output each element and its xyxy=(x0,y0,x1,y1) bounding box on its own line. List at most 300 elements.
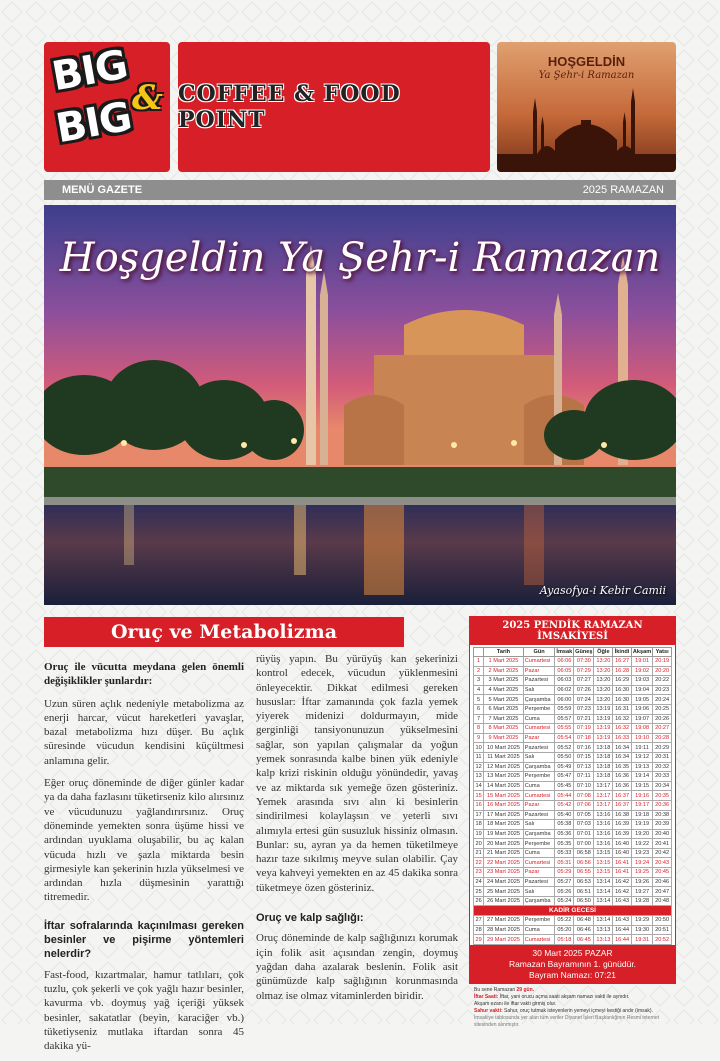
gazette-label: MENÜ GAZETE xyxy=(62,184,143,196)
table-cell: Cumartesi xyxy=(523,724,555,734)
table-cell: 16:41 xyxy=(613,868,632,878)
table-cell: 19:01 xyxy=(631,657,652,667)
table-cell: 19:10 xyxy=(631,733,652,743)
table-cell: 06:45 xyxy=(574,935,594,945)
table-cell: 19:20 xyxy=(631,829,652,839)
table-cell: Salı xyxy=(523,887,555,897)
table-row xyxy=(474,752,672,762)
table-cell: 05:55 xyxy=(555,724,574,734)
table-cell: 16:35 xyxy=(613,762,632,772)
table-cell: 7 xyxy=(474,714,484,724)
table-cell: Cuma xyxy=(523,848,555,858)
table-cell: 29 xyxy=(475,936,482,943)
article-paragraph: rüyüş yapın. Bu yürüyüş kan şekerinizi kontrol edecek, vücudun yüklenmesini önleyecektir. Dikkat edilmesi gereken hususlar: İftar zamanında çok fazla yemek yiyerek midenizi doldurmayın, mide gerginliği tansiyonunuzun yükselmesini sağlar, son yapılan çalışmalar da yoğun yemek sonrasında kalbe binen yük edeniyle kalp krizi riskinin olduğu yönündedir, yavaş ve az miktarda sık yemeğe özen gösteriniz. Yemek arasında sıvı alın ki besinlerin sindirilmesi kolaylaşsın ve yeterli sıvı alımıyla ertesi gün susuzluk hissiniz olmasın. Bunlar: su, ayran ya da hemen tüketilmeye hazır taze sıkılmış meyve sulan olabilir. Çay veya kahveyi yemekten en az 45 dakika sonra tüketmeye özen gösteriniz. xyxy=(256,653,458,894)
table-header-cell: Güneş xyxy=(575,649,593,655)
welcome-title: HOŞGELDİN xyxy=(547,54,626,69)
table-cell: 19:12 xyxy=(631,752,652,762)
table-cell: 06:58 xyxy=(574,848,594,858)
table-cell: 28 Mart 2025 xyxy=(484,925,524,935)
imsakiye-panel xyxy=(469,616,676,1028)
table-cell: 19:17 xyxy=(631,800,652,810)
table-cell: 16:27 xyxy=(613,657,632,667)
table-cell: 13:20 xyxy=(594,666,613,676)
table-cell: 16:36 xyxy=(613,781,632,791)
table-cell: 16 xyxy=(475,802,482,809)
table-row xyxy=(474,858,672,868)
note-text: İmsakiye tablosunda yer alan tüm veriler Diyanet İşleri Başkanlığının Resmi internet sitesinden alınmıştır. xyxy=(474,1014,660,1028)
note-text: Akşam ezanı ile iftar vakti girmiş olur. xyxy=(474,1000,557,1007)
table-cell: 13:18 xyxy=(594,762,613,772)
table-cell: 06:00 xyxy=(555,695,574,705)
table-cell: 19:16 xyxy=(631,791,652,801)
table-cell: 16:43 xyxy=(613,896,632,906)
table-cell: 2 xyxy=(474,666,484,676)
table-cell: 20:34 xyxy=(653,781,672,791)
table-cell: Pazartesi xyxy=(523,877,555,887)
table-cell: 07:01 xyxy=(574,829,594,839)
table-cell: 13:15 xyxy=(594,868,613,878)
table-cell: 07:15 xyxy=(574,752,594,762)
article-title: Oruç ve Metabolizma xyxy=(44,617,404,647)
table-cell: 13:18 xyxy=(594,772,613,782)
table-cell: 20:52 xyxy=(653,935,672,945)
table-row xyxy=(474,772,672,782)
note-text: Sahur, oruç tutmak isteyenlerin yemeyi içmeyi kestiği andır (imsak). xyxy=(504,1007,653,1014)
table-cell: 13:15 xyxy=(594,848,613,858)
table-cell: 15 xyxy=(475,792,482,799)
table-cell: Çarşamba xyxy=(523,896,555,906)
table-cell: Çarşamba xyxy=(523,762,555,772)
table-header-cell xyxy=(474,648,484,657)
table-cell: 05:26 xyxy=(555,887,574,897)
table-cell: 16:41 xyxy=(613,858,632,868)
table-cell: 05:38 xyxy=(555,820,574,830)
table-header-cell: İkindi xyxy=(613,648,632,657)
table-cell: 20:23 xyxy=(653,685,672,695)
table-cell: 05:27 xyxy=(555,877,574,887)
table-cell: 12 Mart 2025 xyxy=(484,762,524,772)
table-cell: 19:28 xyxy=(631,896,652,906)
table-cell: 27 Mart 2025 xyxy=(484,916,524,926)
table-cell: 20:48 xyxy=(653,896,672,906)
table-cell: 06:46 xyxy=(574,925,594,935)
table-cell: 8 Mart 2025 xyxy=(484,724,524,734)
table-cell: 26 xyxy=(475,898,482,905)
table-cell: 13:19 xyxy=(594,733,613,743)
table-cell: 9 Mart 2025 xyxy=(484,733,524,743)
table-cell: 16:43 xyxy=(613,916,632,926)
table-cell: 19:07 xyxy=(631,714,652,724)
table-row xyxy=(474,781,672,791)
table-cell: 13:16 xyxy=(594,820,613,830)
table-cell: 20:28 xyxy=(653,733,672,743)
table-cell: 06:48 xyxy=(574,916,594,926)
table-row xyxy=(474,935,672,945)
table-cell: 14 Mart 2025 xyxy=(484,781,524,791)
table-cell: 20:39 xyxy=(653,820,672,830)
table-cell: Çarşamba xyxy=(523,695,555,705)
table-cell: 11 Mart 2025 xyxy=(484,752,524,762)
table-cell: 20:47 xyxy=(653,887,672,897)
table-row xyxy=(474,848,672,858)
table-cell: 20 Mart 2025 xyxy=(484,839,524,849)
table-cell: 20:19 xyxy=(653,657,672,667)
table-cell: 20:51 xyxy=(653,925,672,935)
table-cell: 5 xyxy=(474,695,484,705)
table-cell: Cumartesi xyxy=(523,935,555,945)
table-cell: 06:50 xyxy=(574,896,594,906)
table-cell: 27 xyxy=(475,917,482,924)
table-cell: 13:17 xyxy=(594,781,613,791)
table-cell: 19:06 xyxy=(631,704,652,714)
table-cell: 07:10 xyxy=(574,781,594,791)
table-cell: 19 Mart 2025 xyxy=(484,829,524,839)
article-column-1 xyxy=(44,660,244,1061)
table-cell: 16:38 xyxy=(613,810,632,820)
tagline-text: COFFEE & FOOD POINT xyxy=(178,81,401,133)
table-cell: 05:59 xyxy=(555,704,574,714)
table-cell: Perşembe xyxy=(523,772,555,782)
table-cell: 19 xyxy=(475,830,482,837)
table-cell: 07:06 xyxy=(574,800,594,810)
table-cell: 06:56 xyxy=(574,858,594,868)
table-cell: 19:03 xyxy=(631,676,652,686)
table-cell: Cuma xyxy=(523,781,555,791)
table-cell: 20 xyxy=(475,840,482,847)
table-cell: 26 Mart 2025 xyxy=(484,896,524,906)
table-cell: 11 xyxy=(474,752,484,762)
table-cell: 6 Mart 2025 xyxy=(484,704,524,714)
table-cell: 05:45 xyxy=(555,781,574,791)
table-cell: 1 xyxy=(474,657,484,667)
table-cell: 07:13 xyxy=(574,762,594,772)
table-cell: 16:30 xyxy=(613,695,632,705)
table-cell: 20:41 xyxy=(653,839,672,849)
table-cell: 06:03 xyxy=(555,676,574,686)
table-row xyxy=(474,733,672,743)
table-cell: 2 Mart 2025 xyxy=(484,666,524,676)
table-cell: 07:26 xyxy=(574,685,594,695)
table-cell: 20:50 xyxy=(653,916,672,926)
table-cell: 18 Mart 2025 xyxy=(484,820,524,830)
table-cell: 13:16 xyxy=(594,839,613,849)
table-cell: 05:18 xyxy=(555,935,574,945)
table-cell: Pazartesi xyxy=(523,676,555,686)
welcome-subtitle: Ya Şehr-i Ramazan xyxy=(538,70,635,81)
table-cell: 22 Mart 2025 xyxy=(484,858,524,868)
table-cell: 21 Mart 2025 xyxy=(484,848,524,858)
table-row xyxy=(474,877,672,887)
table-cell: Cuma xyxy=(523,714,555,724)
article-paragraph: Fast-food, kızartmalar, hamur tatlıları, çok tuzlu, çok şekerli ve çok yağlı hazır besinler, kavurma vb. doymuş yağ içeriği yüksek besinler, sakatatlar (beyin, karaciğer vb.) tüketiyseniz mutlaka iftardan sonra 45 dakika yü- xyxy=(44,968,244,1053)
table-cell: 05:52 xyxy=(555,743,574,753)
table-cell: 05:24 xyxy=(555,896,574,906)
table-cell: 13:14 xyxy=(594,877,613,887)
table-cell: 05:40 xyxy=(555,810,574,820)
table-cell: 13:18 xyxy=(594,743,613,753)
gazette-bar xyxy=(44,180,676,200)
table-header-cell: Öğle xyxy=(594,648,613,657)
table-cell: 19:19 xyxy=(631,820,652,830)
table-cell: Salı xyxy=(523,752,555,762)
logo-ampersand: & xyxy=(132,78,163,118)
table-cell: 16:31 xyxy=(613,704,632,714)
table-cell: 8 xyxy=(474,724,484,734)
table-row xyxy=(474,714,672,724)
table-cell: 3 xyxy=(474,676,484,686)
table-cell: 16:30 xyxy=(613,685,632,695)
table-cell: 16:29 xyxy=(613,676,632,686)
table-cell: 16:37 xyxy=(613,791,632,801)
imsakiye-table xyxy=(473,647,672,945)
table-cell: 13 Mart 2025 xyxy=(484,772,524,782)
table-cell: 4 xyxy=(474,685,484,695)
table-cell: 20:31 xyxy=(653,752,672,762)
table-cell: 05:36 xyxy=(555,829,574,839)
table-row xyxy=(474,887,672,897)
brand-logo xyxy=(44,42,170,172)
table-cell: 19:22 xyxy=(631,839,652,849)
article-paragraph: Oruç döneminde de kalp sağlığınızı korumak için folik asit açısından zengin, doymuş yağdan daha azalarak beslenin. Folik asit günümüzde kalp sağlığının korunmasında olmaz ise olmaz vitaminlerden biridir. xyxy=(256,932,458,1002)
table-cell: 13:16 xyxy=(594,810,613,820)
note-highlight: Sahur vakti: xyxy=(474,1007,503,1014)
table-cell: 25 Mart 2025 xyxy=(484,887,524,897)
table-cell: 20:24 xyxy=(653,695,672,705)
table-cell: 13:13 xyxy=(594,925,613,935)
table-cell: 19:26 xyxy=(631,877,652,887)
table-cell: 25 xyxy=(475,888,482,895)
table-cell: 13:20 xyxy=(594,676,613,686)
table-cell: 05:54 xyxy=(555,733,574,743)
kadir-gecesi-row xyxy=(474,906,672,916)
table-cell: 20:33 xyxy=(653,772,672,782)
table-cell: Pazar xyxy=(523,800,555,810)
table-cell: 16:36 xyxy=(613,772,632,782)
logo-word-top: BIG xyxy=(48,42,131,101)
table-cell: 16:44 xyxy=(613,935,632,945)
note-highlight: İftar Saati: xyxy=(474,993,499,1000)
table-cell: 20:35 xyxy=(653,791,672,801)
table-cell: 19:13 xyxy=(631,762,652,772)
table-cell: 19:02 xyxy=(631,666,652,676)
table-cell: 16:37 xyxy=(613,800,632,810)
table-cell: Perşembe xyxy=(523,704,555,714)
table-cell: 06:05 xyxy=(555,666,574,676)
table-cell: 6 xyxy=(474,704,484,714)
mosque-silhouette-icon xyxy=(497,42,676,172)
table-cell: 19:08 xyxy=(631,724,652,734)
table-row xyxy=(474,839,672,849)
table-cell: 16:34 xyxy=(613,743,632,753)
table-cell: 16:40 xyxy=(613,848,632,858)
table-cell: 05:47 xyxy=(555,772,574,782)
table-cell: 06:02 xyxy=(555,685,574,695)
table-cell: 13:16 xyxy=(594,829,613,839)
table-cell: Pazar xyxy=(523,666,555,676)
table-cell: 7 Mart 2025 xyxy=(484,714,524,724)
table-cell: 3 Mart 2025 xyxy=(484,676,524,686)
table-cell: 19:24 xyxy=(631,858,652,868)
table-cell: 05:35 xyxy=(555,839,574,849)
table-cell: 24 xyxy=(475,878,482,885)
table-cell: 16:42 xyxy=(613,877,632,887)
table-header-cell: İmsak xyxy=(556,649,573,655)
table-cell: 07:11 xyxy=(574,772,594,782)
table-cell: 19:05 xyxy=(631,695,652,705)
article-paragraph: Eğer oruç döneminde de diğer günler kadar ya da daha fazlasını tüketirseniz kilo alırsınız ve vücudunuzu yağlandırırsınız. Oruç döneminde yemekten sonra üşüme hissi ve ardından uyuklama oluşabilir, bu aç kalan vücuda hızlı ve şazla miktarda besin girmesiyle kan şekerinin hızla yükselmesi ve ardından hızla düşmesinin yarattığı titremedir. xyxy=(44,777,244,904)
table-cell: 20:25 xyxy=(653,704,672,714)
table-cell: 05:42 xyxy=(555,800,574,810)
table-cell: 05:44 xyxy=(555,791,574,801)
table-cell: Cumartesi xyxy=(523,791,555,801)
bayram-info xyxy=(470,945,675,984)
table-cell: 20:43 xyxy=(653,858,672,868)
welcome-card xyxy=(497,42,676,172)
table-cell: 07:23 xyxy=(574,704,594,714)
table-cell: 20:36 xyxy=(653,800,672,810)
table-cell: Cuma xyxy=(523,925,555,935)
table-row xyxy=(474,896,672,906)
table-cell: 05:20 xyxy=(555,925,574,935)
table-cell: Pazar xyxy=(523,868,555,878)
table-header-cell: Tarih xyxy=(484,648,524,657)
table-cell: 05:29 xyxy=(555,868,574,878)
article-subheading: İftar sofralarında kaçınılması gereken besinler ve pişirme yöntemleri nelerdir? xyxy=(44,919,244,961)
table-cell: 19:25 xyxy=(631,868,652,878)
table-cell: 05:57 xyxy=(555,714,574,724)
table-cell: 29 Mart 2025 xyxy=(484,935,524,945)
table-cell: 19:15 xyxy=(631,781,652,791)
table-row xyxy=(474,695,672,705)
table-cell: 16:39 xyxy=(613,820,632,830)
table-cell: 20:27 xyxy=(653,724,672,734)
table-cell: 20:32 xyxy=(653,762,672,772)
table-row xyxy=(474,868,672,878)
table-cell: 17 Mart 2025 xyxy=(484,810,524,820)
table-cell: 16:39 xyxy=(613,829,632,839)
table-cell: 16:44 xyxy=(613,925,632,935)
table-cell: 20:45 xyxy=(653,868,672,878)
note-text: Bu sene Ramazan xyxy=(474,986,516,993)
table-cell: 17 xyxy=(475,811,482,818)
table-cell: 19:29 xyxy=(631,916,652,926)
table-cell: 13 xyxy=(475,773,482,780)
table-row xyxy=(474,657,672,667)
table-cell: 13:19 xyxy=(594,714,613,724)
table-cell: 16:32 xyxy=(613,724,632,734)
table-cell: 19:30 xyxy=(631,925,652,935)
table-cell: 07:19 xyxy=(574,724,594,734)
table-cell: 05:31 xyxy=(555,858,574,868)
table-cell: 16:42 xyxy=(613,887,632,897)
table-cell: 19:31 xyxy=(631,935,652,945)
table-cell: 18 xyxy=(475,821,482,828)
logo-word-bottom: BIG xyxy=(52,93,135,153)
table-cell: Salı xyxy=(523,685,555,695)
table-cell: 10 Mart 2025 xyxy=(484,743,524,753)
table-cell: 13:13 xyxy=(594,935,613,945)
bayram-prayer: Bayram Namazı: 07:21 xyxy=(529,969,616,980)
table-row xyxy=(474,724,672,734)
hero-title: Hoşgeldin Ya Şehr-i Ramazan xyxy=(59,235,661,281)
article-column-2 xyxy=(256,652,458,1011)
table-cell: 16 Mart 2025 xyxy=(484,800,524,810)
table-cell: 13:14 xyxy=(594,896,613,906)
table-cell: 13:20 xyxy=(594,695,613,705)
table-cell: 23 xyxy=(475,869,482,876)
article-lead: Oruç ile vücutta meydana gelen önemli değişiklikler şunlardır: xyxy=(44,661,244,688)
table-cell: 24 Mart 2025 xyxy=(484,877,524,887)
table-cell: 20:40 xyxy=(653,829,672,839)
table-cell: Cumartesi xyxy=(523,858,555,868)
table-cell: 07:21 xyxy=(574,714,594,724)
table-cell: 15 Mart 2025 xyxy=(484,791,524,801)
table-cell: 16:32 xyxy=(613,714,632,724)
table-cell: 13:20 xyxy=(594,685,613,695)
table-cell: 07:03 xyxy=(574,820,594,830)
bayram-date: 30 Mart 2025 PAZAR xyxy=(532,947,613,958)
table-cell: 13:14 xyxy=(594,916,613,926)
hero-caption: Ayasofya-i Kebir Camii xyxy=(539,584,666,597)
table-cell: 4 Mart 2025 xyxy=(484,685,524,695)
table-cell: Perşembe xyxy=(523,839,555,849)
table-cell: 07:24 xyxy=(574,695,594,705)
table-header-cell: Gün xyxy=(523,648,555,657)
table-row xyxy=(474,743,672,753)
table-cell: 20:42 xyxy=(653,848,672,858)
table-row xyxy=(474,925,672,935)
table-row xyxy=(474,666,672,676)
bayram-day: Ramazan Bayramının 1. günüdür. xyxy=(508,958,637,969)
table-cell: Perşembe xyxy=(523,916,555,926)
table-cell: Salı xyxy=(523,820,555,830)
table-cell: 06:51 xyxy=(574,887,594,897)
table-cell: 05:50 xyxy=(555,752,574,762)
table-cell: 07:29 xyxy=(574,666,594,676)
table-cell: 06:06 xyxy=(555,657,574,667)
table-row xyxy=(474,800,672,810)
table-cell: Pazar xyxy=(523,733,555,743)
table-cell: 14 xyxy=(475,783,482,790)
table-cell: 19:23 xyxy=(631,848,652,858)
table-row xyxy=(474,810,672,820)
table-row xyxy=(474,762,672,772)
table-cell: 06:55 xyxy=(574,868,594,878)
table-cell: 19:11 xyxy=(631,743,652,753)
table-cell: 13:20 xyxy=(594,657,613,667)
imsakiye-title: 2025 PENDİK RAMAZAN İMSAKİYESİ xyxy=(470,617,675,645)
table-cell: 20:26 xyxy=(653,714,672,724)
table-cell: 07:00 xyxy=(574,839,594,849)
table-cell: 10 xyxy=(475,744,482,751)
note-text: İftar, yani orucu açma saati akşam namazı vakti ile aynıdır. xyxy=(499,993,630,1000)
table-row xyxy=(474,704,672,714)
table-cell: 05:49 xyxy=(555,762,574,772)
table-cell: 21 xyxy=(475,850,482,857)
table-cell: 5 Mart 2025 xyxy=(484,695,524,705)
table-cell: 1 Mart 2025 xyxy=(484,657,524,667)
table-cell: 28 xyxy=(475,926,482,933)
table-cell: 9 xyxy=(474,733,484,743)
tagline-banner xyxy=(178,42,490,172)
table-cell: 07:30 xyxy=(574,657,594,667)
table-cell: 07:08 xyxy=(574,791,594,801)
table-cell: 07:18 xyxy=(574,733,594,743)
note-highlight: 29 gün. xyxy=(516,986,535,993)
table-cell: 07:16 xyxy=(574,743,594,753)
table-cell: 13:14 xyxy=(594,887,613,897)
table-row xyxy=(474,829,672,839)
